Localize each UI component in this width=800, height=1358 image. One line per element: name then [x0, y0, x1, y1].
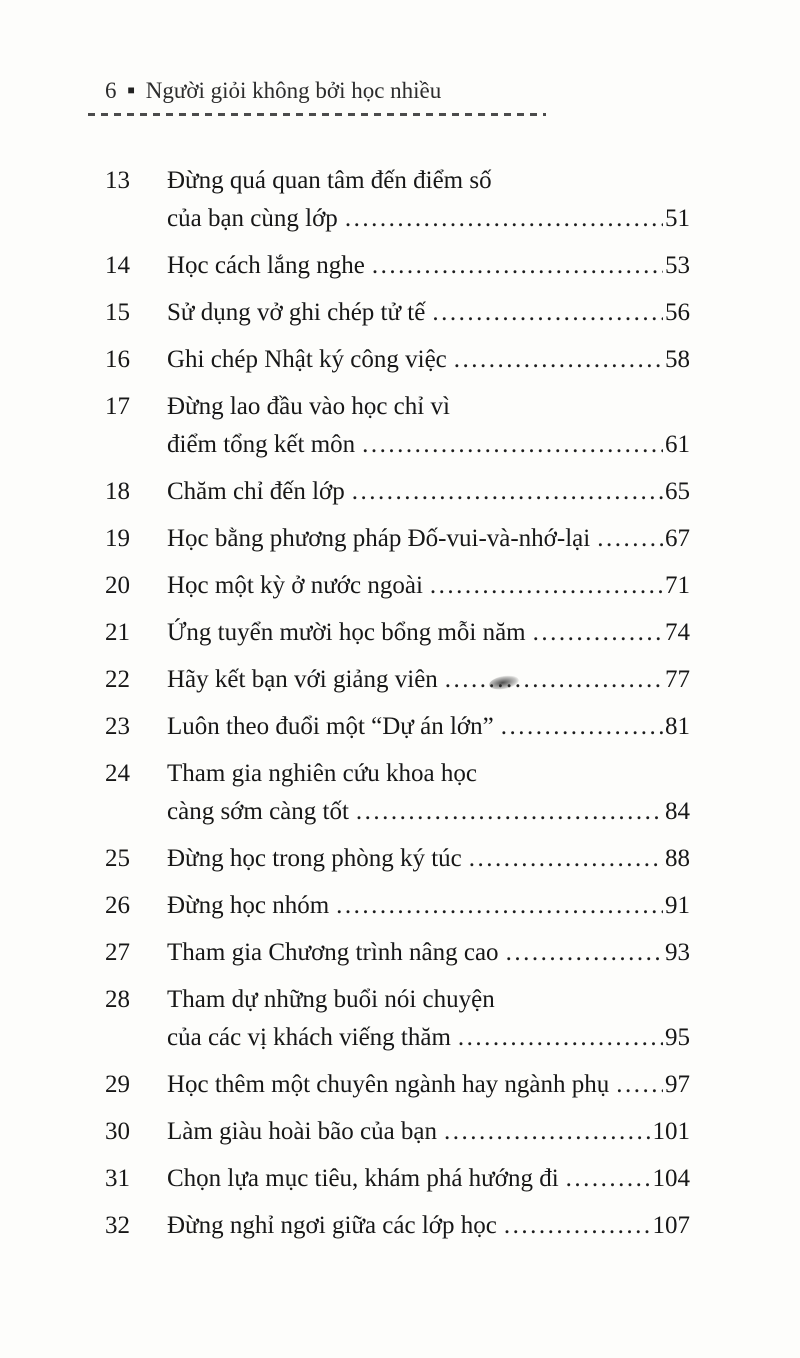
dot-leader — [458, 1019, 663, 1057]
toc-entry — [105, 520, 690, 558]
toc-entry-number: 27 — [105, 939, 130, 966]
toc-entry-title: Ứng tuyển mười học bổng mỗi năm — [167, 619, 526, 646]
toc-entry-line — [105, 1207, 690, 1245]
toc-entry — [105, 162, 690, 238]
toc-entry — [105, 1160, 690, 1198]
toc-entry-line — [105, 708, 690, 746]
toc-entry — [105, 1066, 690, 1104]
toc-entry-line — [105, 793, 690, 831]
toc-entry — [105, 567, 690, 605]
toc-entry-number: 28 — [105, 986, 130, 1013]
toc-entry-title: Đừng nghỉ ngơi giữa các lớp học — [167, 1212, 497, 1239]
toc-entry-line — [105, 755, 690, 793]
toc-entry-title: Học bằng phương pháp Đố-vui-và-nhớ-lại — [167, 525, 591, 552]
toc-entry-title: Tham gia nghiên cứu khoa học — [167, 760, 477, 787]
toc-entry-page: 65 — [665, 478, 690, 505]
dot-leader — [362, 426, 663, 464]
toc-entry-page: 97 — [665, 1071, 690, 1098]
toc-entry-page: 88 — [665, 845, 690, 872]
toc-entry-line — [105, 162, 690, 200]
book-title: Người giỏi không bởi học nhiều — [145, 78, 442, 103]
toc-entry-line — [105, 614, 690, 652]
dot-leader — [372, 247, 663, 285]
toc-entry-title: Đừng học nhóm — [167, 892, 330, 919]
dot-leader — [352, 473, 663, 511]
toc-entry-title: Học một kỳ ở nước ngoài — [167, 572, 423, 599]
toc-entry-page: 91 — [665, 892, 690, 919]
toc-entry — [105, 661, 690, 699]
toc-entry-page: 95 — [665, 1024, 690, 1051]
toc-entry — [105, 981, 690, 1057]
toc-entry — [105, 934, 690, 972]
toc-entry-line — [105, 1019, 690, 1057]
dot-leader — [616, 1066, 663, 1104]
toc-entry-title: của bạn cùng lớp — [167, 205, 338, 232]
toc-entry-title: Đừng lao đầu vào học chỉ vì — [167, 393, 450, 420]
toc-entry-number: 16 — [105, 346, 130, 373]
toc-entry — [105, 614, 690, 652]
toc-entry-line — [105, 473, 690, 511]
toc-entry-number: 25 — [105, 845, 130, 872]
toc-list — [105, 162, 690, 1245]
toc-entry-title: Chăm chỉ đến lớp — [167, 478, 345, 505]
toc-entry-title: Học thêm một chuyên ngành hay ngành phụ — [167, 1071, 610, 1098]
toc-entry-page: 93 — [665, 939, 690, 966]
toc-entry — [105, 341, 690, 379]
toc-entry-page: 71 — [665, 572, 690, 599]
toc-entry-page: 107 — [652, 1212, 690, 1239]
dot-leader — [533, 614, 663, 652]
dot-leader — [469, 840, 663, 878]
toc-entry-number: 22 — [105, 666, 130, 693]
toc-entry-number: 20 — [105, 572, 130, 599]
toc-entry-page: 67 — [665, 525, 690, 552]
toc-entry-line — [105, 388, 690, 426]
toc-entry-title: Học cách lắng nghe — [167, 252, 365, 279]
dot-leader — [454, 341, 663, 379]
toc-entry-line — [105, 981, 690, 1019]
toc-entry-line — [105, 1066, 690, 1104]
toc-entry-title: Tham gia Chương trình nâng cao — [167, 939, 499, 966]
toc-entry-page: 101 — [652, 1118, 690, 1145]
dot-leader — [444, 1113, 650, 1151]
toc-entry-line — [105, 200, 690, 238]
toc-entry-number: 21 — [105, 619, 130, 646]
running-header — [105, 78, 690, 104]
toc-entry-page: 104 — [652, 1165, 690, 1192]
toc-entry-line — [105, 840, 690, 878]
toc-entry — [105, 388, 690, 464]
dashed-rule — [88, 113, 546, 116]
toc-entry-title: Hãy kết bạn với giảng viên — [167, 666, 438, 693]
toc-entry-line — [105, 887, 690, 925]
toc-entry — [105, 294, 690, 332]
toc-entry-page: 58 — [665, 346, 690, 373]
toc-entry-line — [105, 1113, 690, 1151]
toc-entry-page: 77 — [665, 666, 690, 693]
toc-entry — [105, 755, 690, 831]
toc-entry-number: 15 — [105, 299, 130, 326]
toc-entry-line — [105, 661, 690, 699]
toc-entry-line — [105, 520, 690, 558]
toc-entry-line — [105, 934, 690, 972]
toc-entry-title: Chọn lựa mục tiêu, khám phá hướng đi — [167, 1165, 559, 1192]
dot-leader — [504, 1207, 651, 1245]
dot-leader — [445, 661, 663, 699]
toc-entry — [105, 708, 690, 746]
toc-entry-line — [105, 247, 690, 285]
toc-entry-title: Luôn theo đuổi một “Dự án lớn” — [167, 713, 494, 740]
toc-entry-title: Ghi chép Nhật ký công việc — [167, 346, 447, 373]
toc-entry — [105, 1207, 690, 1245]
dot-leader — [336, 887, 663, 925]
toc-entry-line — [105, 1160, 690, 1198]
toc-entry-page: 74 — [665, 619, 690, 646]
toc-entry-number: 29 — [105, 1071, 130, 1098]
toc-entry-line — [105, 567, 690, 605]
toc-entry-page: 53 — [665, 252, 690, 279]
toc-entry-line — [105, 426, 690, 464]
toc-entry-page: 56 — [665, 299, 690, 326]
toc-entry-number: 26 — [105, 892, 130, 919]
dot-leader — [432, 294, 663, 332]
toc-entry-number: 23 — [105, 713, 130, 740]
toc-entry-number: 13 — [105, 167, 130, 194]
dot-leader — [506, 934, 663, 972]
toc-entry-page: 81 — [665, 713, 690, 740]
dot-leader — [501, 708, 663, 746]
dot-leader — [356, 793, 663, 831]
toc-entry-page: 51 — [665, 205, 690, 232]
toc-entry-page: 84 — [665, 798, 690, 825]
toc-entry-number: 24 — [105, 760, 130, 787]
toc-entry-title: của các vị khách viếng thăm — [167, 1024, 451, 1051]
toc-entry-title: Tham dự những buổi nói chuyện — [167, 986, 495, 1013]
toc-entry-line — [105, 294, 690, 332]
page-header — [105, 78, 690, 116]
toc-entry-number: 17 — [105, 393, 130, 420]
dot-leader — [345, 200, 663, 238]
toc-entry-title: Đừng quá quan tâm đến điểm số — [167, 167, 492, 194]
toc-entry-title: càng sớm càng tốt — [167, 798, 349, 825]
dot-leader — [430, 567, 663, 605]
toc-entry — [105, 473, 690, 511]
square-bullet-icon: ■ — [127, 82, 135, 97]
toc-entry-number: 32 — [105, 1212, 130, 1239]
toc-entry-page: 61 — [665, 431, 690, 458]
toc-entry-title: Đừng học trong phòng ký túc — [167, 845, 462, 872]
toc-entry-number: 14 — [105, 252, 130, 279]
toc-entry — [105, 840, 690, 878]
toc-entry-line — [105, 341, 690, 379]
dot-leader — [597, 520, 663, 558]
toc-entry-number: 30 — [105, 1118, 130, 1145]
page-number: 6 — [105, 78, 117, 103]
toc-entry-number: 19 — [105, 525, 130, 552]
toc-entry — [105, 887, 690, 925]
toc-entry-number: 31 — [105, 1165, 130, 1192]
toc-entry-title: điểm tổng kết môn — [167, 431, 356, 458]
toc-entry-number: 18 — [105, 478, 130, 505]
toc-entry-title: Sử dụng vở ghi chép tử tế — [167, 299, 426, 326]
dot-leader — [566, 1160, 651, 1198]
toc-entry-title: Làm giàu hoài bão của bạn — [167, 1118, 438, 1145]
toc-entry — [105, 247, 690, 285]
toc-entry — [105, 1113, 690, 1151]
